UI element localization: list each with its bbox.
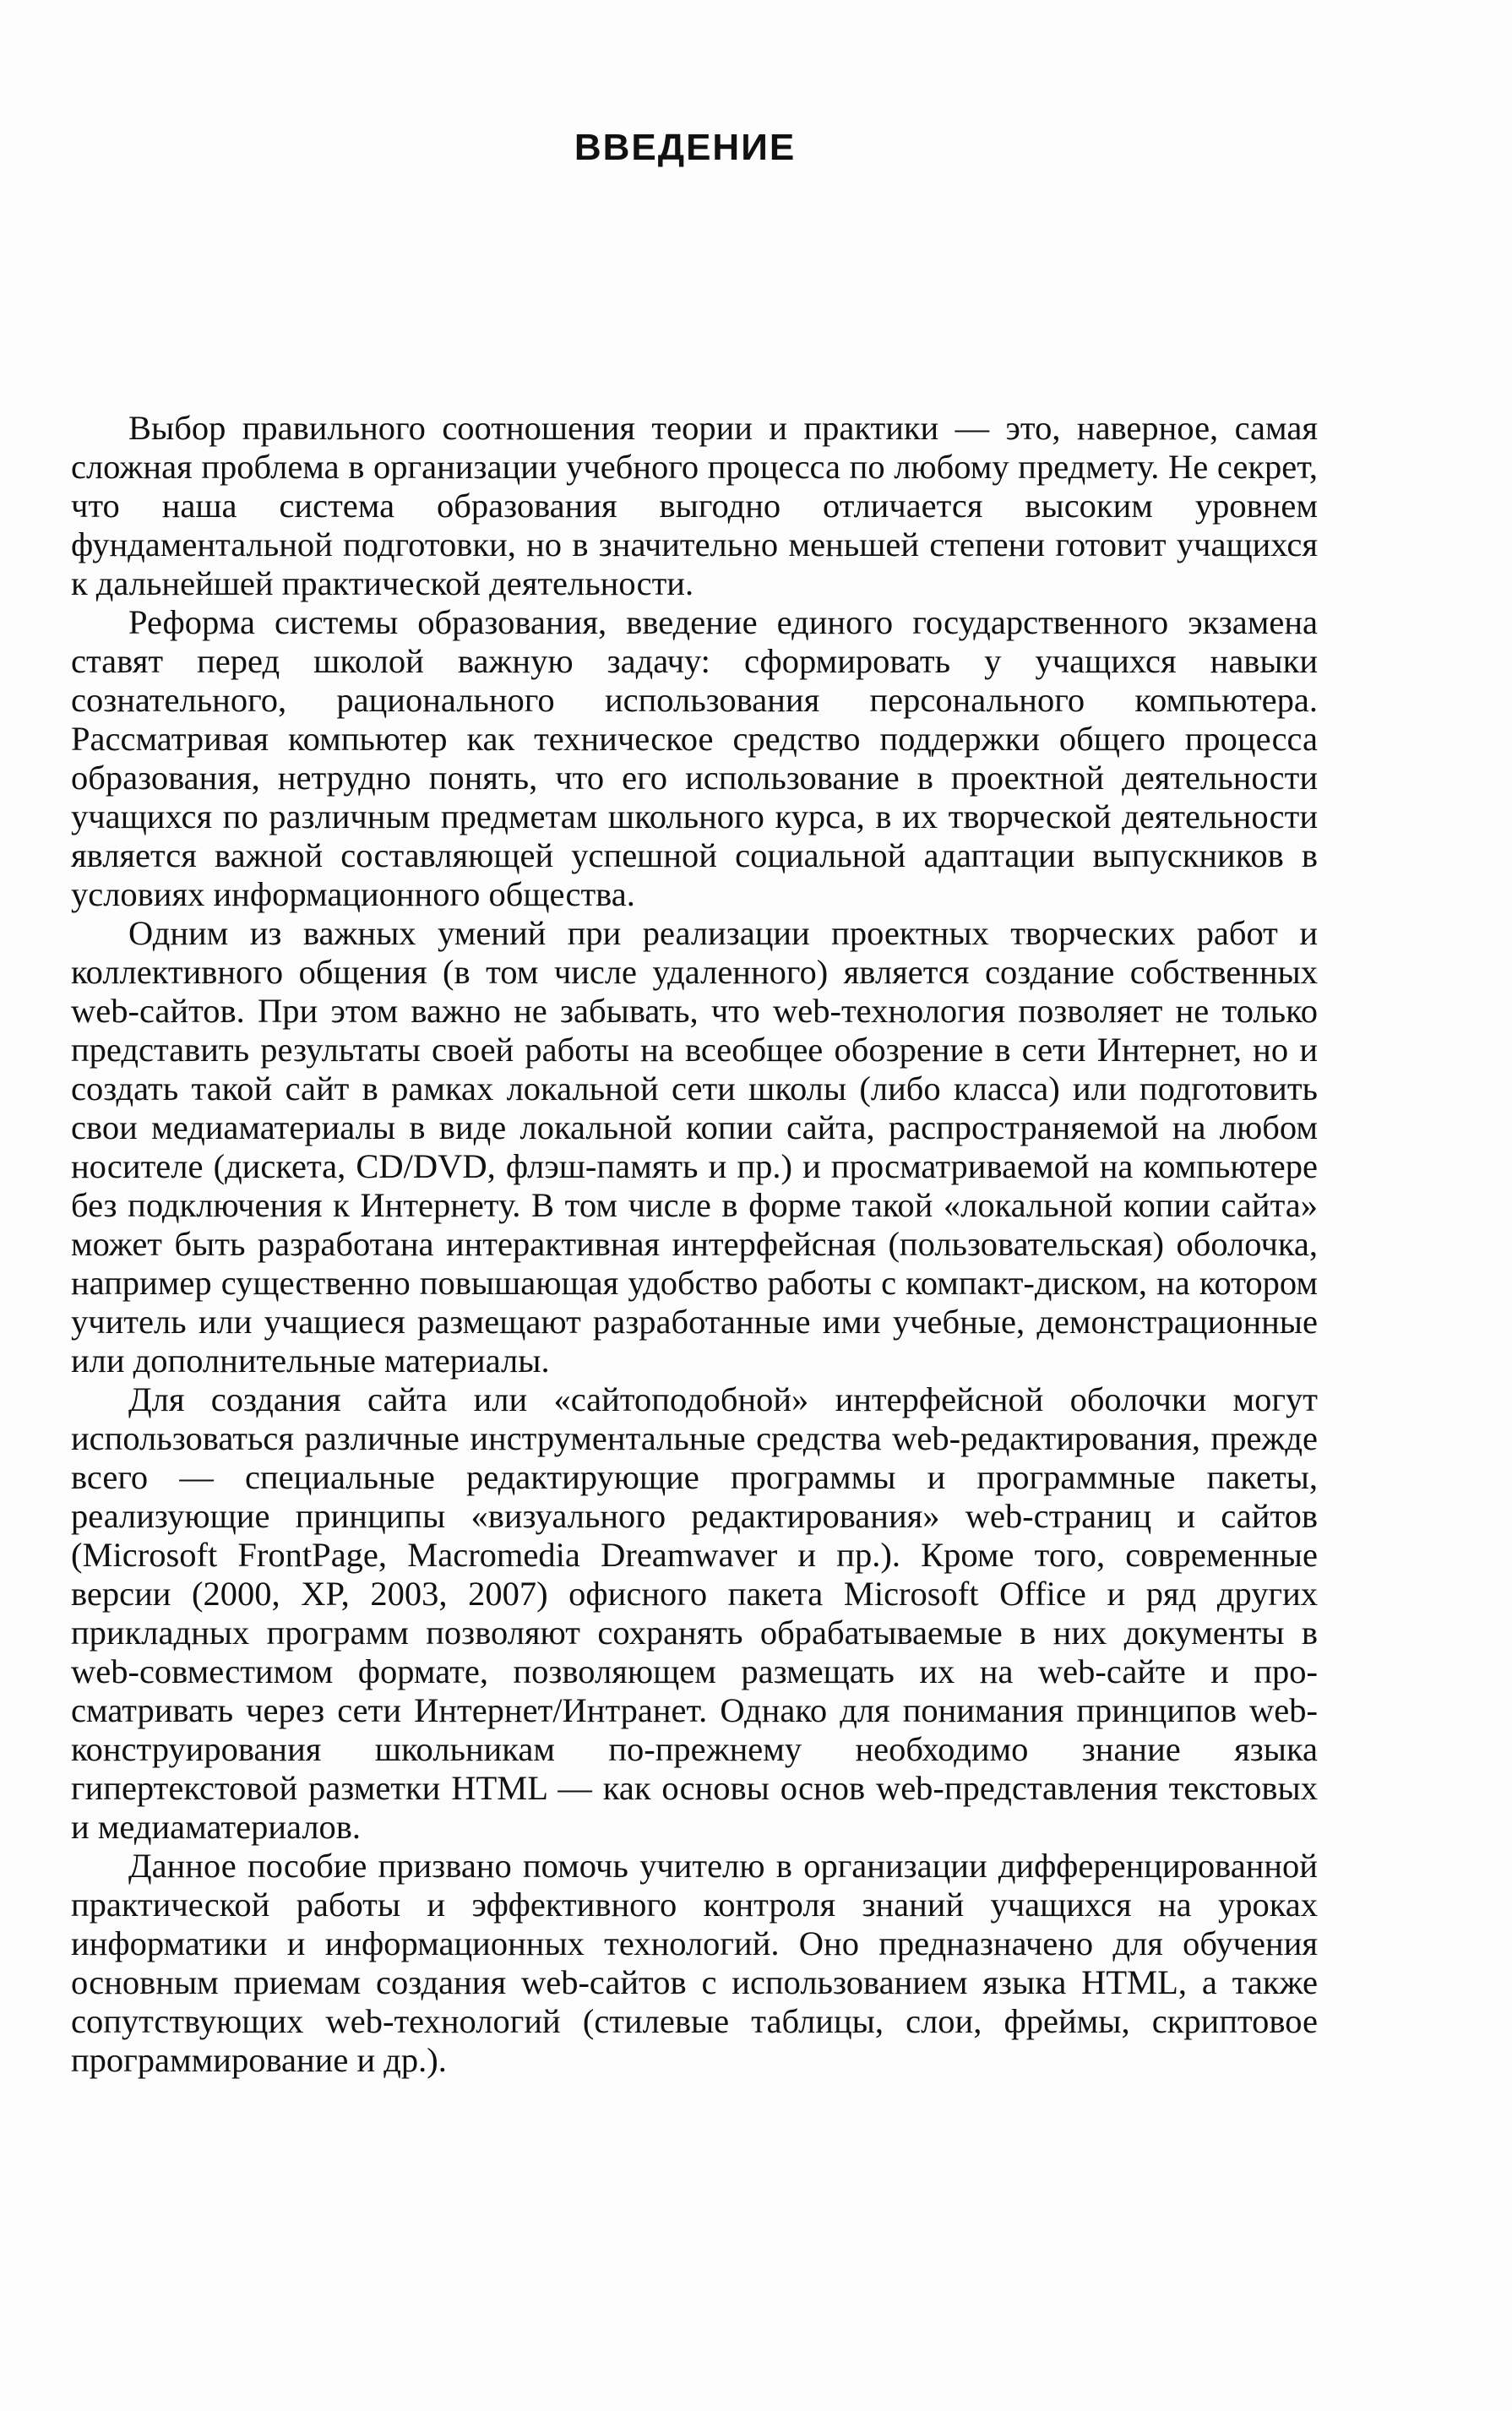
body-text	[71, 409, 1318, 2080]
paragraph-5: Данное пособие призвано помочь учителю в организации дифференцированной практической работы и эффективного контроля знаний учащихся на уроках информатики и информационных технологий. Оно предназначено для обучения основным приемам создания web-сайтов с использованием языка HTML, а также сопутствующих web-технологий (стилевые таблицы, слои, фреймы, скриптовое программирование и др.).	[71, 1847, 1318, 2079]
page-title	[0, 127, 1512, 169]
page-title-text: ВВЕДЕНИЕ	[574, 127, 797, 168]
paragraph-2: Реформа системы образования, введение единого государственного экзамена ставят перед школой важную задачу: сформировать у учащихся навыки сознательного, рационального использования персонального компьютера. Рассматривая компьютер как техническое средство поддержки общего процесса образования, нетрудно понять, что его использование в проектной деятельности учащихся по различным предметам школьного курса, в их творческой деятельности является важной составляющей успешной социальной адаптации выпускников в условиях информационного общества.	[71, 603, 1318, 913]
paragraph-3: Одним из важных умений при реализации проектных творческих работ и коллективного общения (в том числе удаленного) является создание собственных web-сайтов. При этом важно не забывать, что web-технология позволяет не только представить результаты своей работы на всеобщее обозрение в сети Интернет, но и создать такой сайт в рамках локальной сети школы (либо класса) или подготовить свои медиаматериалы в виде локальной копии сайта, распространяемой на любом носителе (дискета, CD/DVD, флэш-память и пр.) и просматриваемой на компьютере без подключения к Интернету. В том числе в форме такой «локальной копии сайта» может быть разработана интерактивная интерфейсная (пользовательская) оболочка, например существенно повышающая удобство работы с компакт-диском, на котором учитель или учащиеся размещают разработанные ими учебные, демонстрационные или дополнительные материалы.	[71, 914, 1318, 1380]
paragraph-4: Для создания сайта или «сайтоподобной» интерфейсной оболочки могут использоваться различные инструментальные средства web-редактирования, прежде всего — специальные редактирующие программы и программные пакеты, реализующие принципы «визуального редактирования» web-страниц и сайтов (Microsoft FrontPage, Macromedia Dreamwaver и пр.). Кроме того, современные версии (2000, XP, 2003, 2007) офисного пакета Microsoft Office и ряд других прикладных программ позволяют сохранять обрабатываемые в них документы в web-совместимом формате, позволяющем размещать их на web-сайте и просматривать через сети Интернет/Интранет. Однако для понимания принципов web-конструирования школьникам по-прежнему необходимо знание языка гипертекстовой разметки HTML — как основы основ web-представления текстовых и медиаматериалов.	[71, 1380, 1318, 1846]
paragraph-1: Выбор правильного соотношения теории и практики — это, наверное, самая сложная проблема в организации учебного процесса по любому предмету. Не секрет, что наша система образования выгодно отличается высоким уровнем фундаментальной подготовки, но в значительно меньшей степени готовит учащихся к дальнейшей практической деятельности.	[71, 409, 1318, 602]
